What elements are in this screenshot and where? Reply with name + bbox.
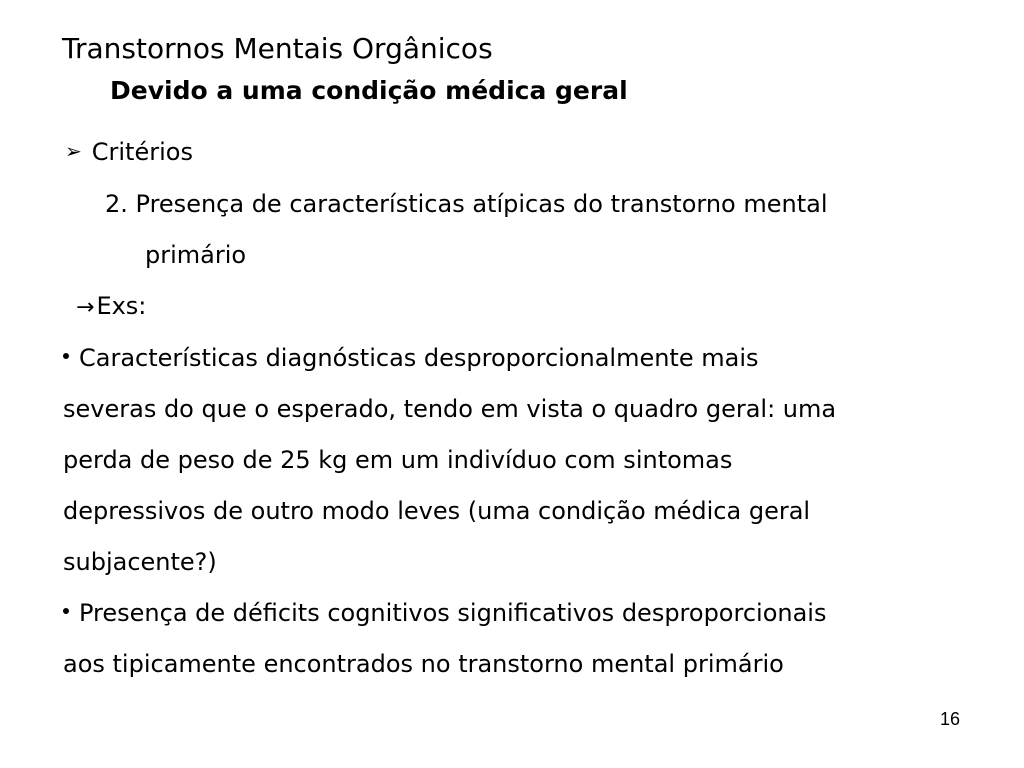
examples-label: Exs: <box>96 292 147 320</box>
bullet-1-line: subjacente?) <box>63 548 217 576</box>
bullet-1-line: severas do que o esperado, tendo em vista o quadro geral: uma <box>63 395 837 423</box>
bullet-1-line <box>63 333 998 384</box>
slide-subtitle: Devido a uma condição médica geral <box>110 76 628 105</box>
bullet-dot-icon <box>63 353 69 359</box>
right-arrow-icon: → <box>76 295 95 320</box>
slide-body <box>63 127 998 690</box>
slide-title: Transtornos Mentais Orgânicos <box>62 32 493 65</box>
bullet-1-line: depressivos de outro modo leves (uma condição médica geral <box>63 497 811 525</box>
bullet-dot-icon <box>63 608 69 614</box>
arrowhead-bullet-icon: ➢ <box>65 139 82 163</box>
examples-heading <box>63 281 998 333</box>
criteria-heading <box>63 127 998 179</box>
bullet-2-line: aos tipicamente encontrados no transtorno mental primário <box>63 650 784 678</box>
criterion-item-line: primário <box>145 241 247 269</box>
criteria-label: Critérios <box>91 138 193 166</box>
page-number: 16 <box>939 709 961 729</box>
criterion-item-line: 2. Presença de características atípicas do transtorno mental <box>105 190 828 218</box>
bullet-2-line <box>63 588 998 639</box>
bullet-2-text: Presença de déficits cognitivos significativos desproporcionais <box>79 599 827 627</box>
bullet-1-line: perda de peso de 25 kg em um indivíduo com sintomas <box>63 446 733 474</box>
bullet-1-text: Características diagnósticas desproporcionalmente mais <box>79 344 759 372</box>
